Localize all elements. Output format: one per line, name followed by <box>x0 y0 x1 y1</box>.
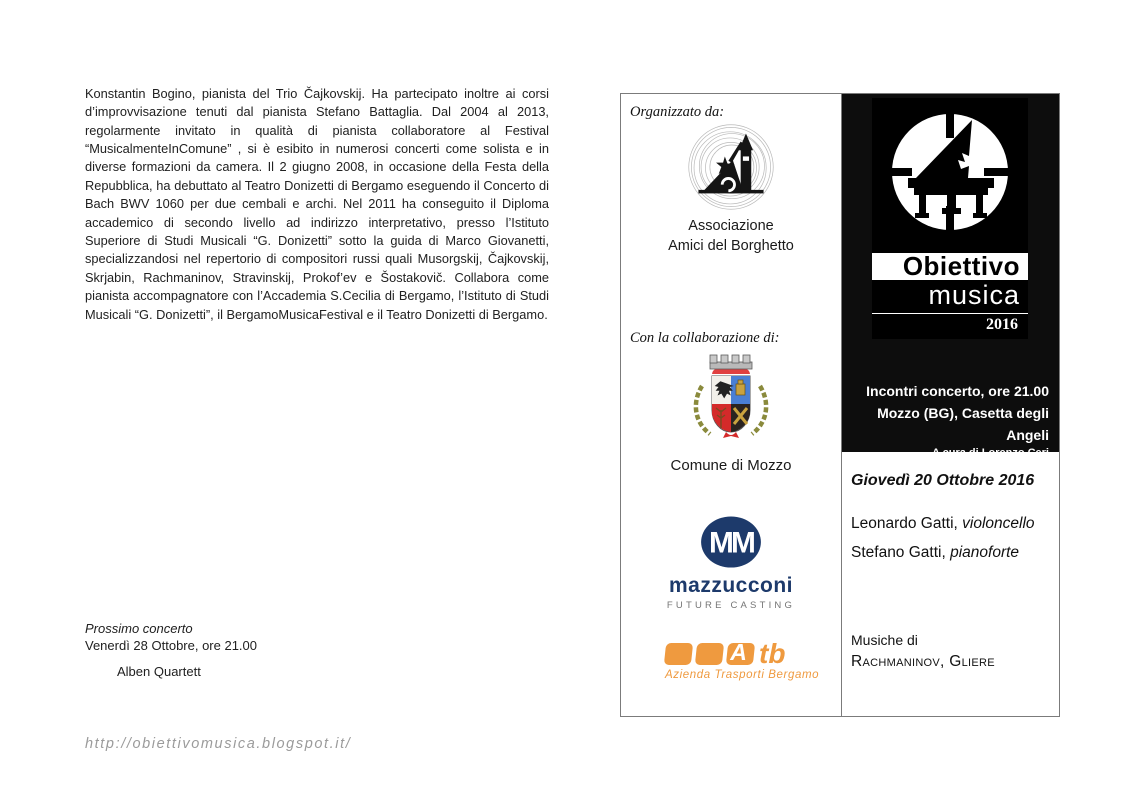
atb-block-icon <box>726 639 755 665</box>
organizer-name-line2: Amici del Borghetto <box>668 238 794 254</box>
performer-name: Stefano Gatti, <box>851 544 951 561</box>
series-line1: Incontri concerto, ore 21.00 <box>866 383 1049 399</box>
next-concert-block <box>85 620 257 680</box>
atb-tagline: Azienda Trasporti Bergamo <box>665 669 820 681</box>
mazzucconi-monogram: MM <box>709 526 753 560</box>
mozzo-coat-of-arms-icon <box>690 348 772 442</box>
organized-by-label: Organizzato da: <box>630 104 725 120</box>
program-composers: Rachmaninov, Gliere <box>851 653 995 670</box>
series-line2: Mozzo (BG), Casetta degli Angeli <box>877 405 1049 443</box>
logo-title-line1: Obiettivo <box>872 253 1028 280</box>
organizer-name <box>621 216 841 256</box>
mazzucconi-monogram-icon <box>700 515 762 569</box>
logo-divider <box>872 313 1028 314</box>
mazzucconi-logo <box>621 515 841 611</box>
atb-block-icon <box>695 643 724 665</box>
series-curator: A cura di Lorenzo Ceri <box>932 447 1049 459</box>
poster-column <box>842 94 1059 716</box>
poster-black-area <box>842 94 1059 459</box>
atb-block-icon <box>664 643 693 665</box>
obiettivo-musica-logo <box>872 98 1028 339</box>
performer-instrument: pianoforte <box>950 544 1020 561</box>
atb-name-initial: A <box>730 639 747 665</box>
organizer-name-line1: Associazione <box>688 218 774 234</box>
mazzucconi-name: mazzucconi <box>668 574 794 597</box>
program-block <box>851 630 995 672</box>
piano-target-icon <box>872 98 1028 248</box>
atb-logo-row <box>665 638 819 669</box>
next-concert-date: Venerdì 28 Ottobre, ore 21.00 <box>85 638 258 653</box>
series-info <box>842 380 1049 460</box>
mazzucconi-tagline: FUTURE CASTING <box>666 600 796 611</box>
atb-name-rest: tb <box>759 638 786 669</box>
performer-instrument: violoncello <box>962 515 1035 532</box>
blog-url: http://obiettivomusica.blogspot.it/ <box>85 736 352 752</box>
next-concert-label: Prossimo concerto <box>85 621 193 636</box>
performer-name: Leonardo Gatti, <box>851 515 963 532</box>
atb-logo <box>665 638 820 681</box>
logo-title-line2: musica <box>928 280 1020 310</box>
collaboration-label: Con la collaborazione di: <box>630 330 780 346</box>
sponsors-column <box>621 94 842 716</box>
event-date: Giovedì 20 Ottobre 2016 <box>851 472 1035 489</box>
program-label: Musiche di <box>851 632 918 648</box>
logo-year: 2016 <box>986 316 1018 333</box>
next-concert-artist: Alben Quartett <box>117 664 201 679</box>
performer-row <box>851 544 1019 562</box>
borghetto-logo-icon <box>687 123 775 211</box>
municipality-name: Comune di Mozzo <box>670 457 792 474</box>
biography-paragraph: Konstantin Bogino, pianista del Trio Čajkovskij. Ha partecipato inoltre ai corsi d’improvvisazione tenuti dal pianista Stefano Battaglia. Dal 2004 al 2013, regolarmente invitato in qualità di pianista collaboratore al Festival “MusicalmenteInComune” , si è esibito in numerosi concerti come solista e in diverse formazioni da camera. Il 2 giugno 2008, in occasione della Festa della Repubblica, ha debuttato al Teatro Donizetti di Bergamo eseguendo il Concerto di Bach BWV 1060 per due cembali e archi. Nel 2011 ha conseguito il Diploma accademico di secondo livello ad indirizzo interpretativo, presso l’Istituto Superiore di Studi Musicali “G. Donizetti” sotto la guida di Marco Giovanetti, specializzandosi nel repertorio di compositori russi quali Musorgskij, Čajkovskij, Skrjabin, Rachmaninov, Stravinskij, Prokof’ev e Šostakovič. Collabora come pianista accompagnatore con l’Accademia S.Cecilia di Bergamo, l’Istituto di Studi Musicali “G. Donizetti”, il BergamoMusicaFestival e il Teatro Donizetti di Bergamo. <box>85 85 549 322</box>
flyer-panel <box>620 93 1060 717</box>
performer-row <box>851 515 1035 533</box>
